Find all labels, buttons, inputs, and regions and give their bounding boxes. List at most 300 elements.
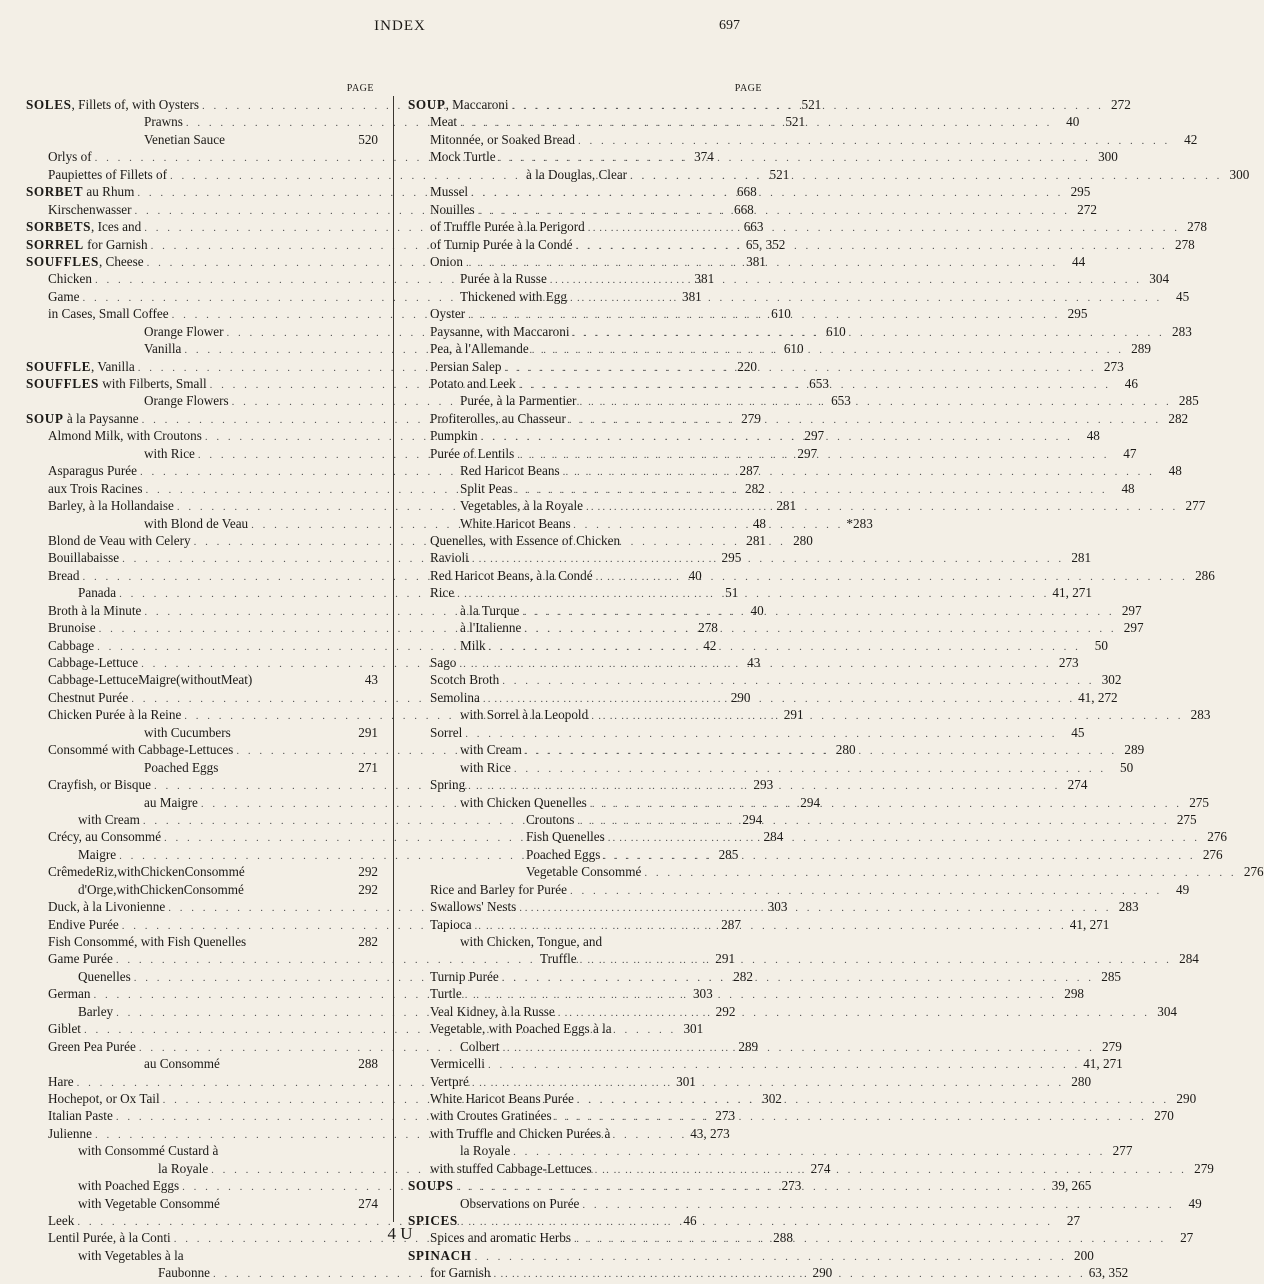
index-entry <box>26 881 378 898</box>
entry-text: Quenelles, with Essence of Chicken <box>430 532 621 548</box>
entry-page-number: 285 <box>1178 393 1199 409</box>
dot-leader <box>456 656 1054 673</box>
entry-page-number: 220 <box>737 358 757 374</box>
entry-text: SORREL for Garnish <box>26 236 148 252</box>
dot-leader <box>592 1162 1190 1179</box>
entry-text: Brunoise <box>48 620 96 636</box>
dot-leader <box>605 830 1203 847</box>
entry-page-number: 200 <box>1074 1247 1094 1263</box>
entry-text: d'Orge,withChickenConsommé <box>78 881 244 897</box>
entry-text: Fish Consommé, with Fish Quenelles <box>48 934 247 949</box>
entry-text: Thickened with Egg <box>460 288 567 304</box>
dot-leader <box>588 708 1186 725</box>
entry-text: Rice and Barley for Purée <box>430 881 567 897</box>
entry-text: SPICES <box>408 1213 458 1228</box>
index-entry <box>408 1003 1178 1020</box>
entry-page-number: 301 <box>676 1073 696 1089</box>
entry-page-number: 279 <box>1102 1038 1122 1054</box>
index-entry <box>408 671 1122 688</box>
dot-leader <box>570 325 1168 342</box>
entry-text: Leek <box>48 1213 75 1228</box>
entry-page-number: 290 <box>730 689 751 705</box>
entry-text: Purée à la Russe <box>460 271 547 287</box>
entry-text: with Vegetables à la <box>78 1247 184 1263</box>
entry-text: Turnip Purée <box>430 968 499 984</box>
entry-page-number: 610 <box>783 341 804 357</box>
entry-page-number: 663 <box>743 219 764 235</box>
entry-text: Poached Eggs <box>526 846 601 862</box>
entry-text: with Sorrel à la Leopold <box>460 707 589 723</box>
entry-text: Orlys of <box>48 149 92 165</box>
entry-text: with Poached Eggs <box>78 1178 180 1194</box>
index-entry <box>408 654 1079 671</box>
dot-leader <box>574 813 1172 830</box>
entry-text: Paysanne, with Maccaroni <box>430 323 570 339</box>
entry-text: Cabbage <box>48 637 95 653</box>
entry-page-number: 276 <box>1243 864 1264 880</box>
entry-text: Bread <box>48 567 80 583</box>
index-entry <box>408 619 1144 636</box>
entry-text: with stuffed Cabbage-Lettuces <box>430 1160 592 1176</box>
entry-text: Asparagus Purée <box>48 463 137 479</box>
entry-page-number: 39, 265 <box>1051 1178 1092 1194</box>
index-entry <box>408 846 1223 863</box>
entry-text: Vegetable, with Poached Eggs à la <box>430 1021 612 1037</box>
entry-page-number: 289 <box>1131 341 1151 357</box>
entry-page-number: 295 <box>1067 306 1088 322</box>
entry-text: German <box>48 986 91 1002</box>
entry-text: Split Peas <box>460 480 513 496</box>
entry-page-number: 297 <box>804 428 825 444</box>
entry-text: Vegetables, à la Royale <box>460 498 584 514</box>
entry-text: Pumpkin <box>430 428 478 444</box>
entry-text: Red Haricot Beans <box>460 463 560 479</box>
dot-leader <box>560 464 1158 481</box>
entry-text: Italian Paste <box>48 1108 113 1124</box>
index-entry <box>408 1038 1122 1055</box>
index-entry <box>408 881 1190 898</box>
index-entry <box>408 532 766 549</box>
entry-page-number: 274 <box>1067 777 1088 793</box>
entry-page-number: 292 <box>358 864 378 880</box>
dot-leader <box>510 1144 1108 1161</box>
index-entry <box>408 480 1135 497</box>
entry-text: à la Turque <box>460 602 520 618</box>
entry-text: Hochepot, or Ox Tail <box>48 1090 160 1106</box>
entry-page-number: 272 <box>1111 97 1131 112</box>
index-entry <box>408 148 1118 165</box>
entry-page-number: 381 <box>746 253 766 269</box>
index-entry <box>408 236 1195 253</box>
entry-page-number: 49 <box>1188 1195 1202 1211</box>
entry-page-number: 273 <box>1103 358 1124 374</box>
dot-leader <box>468 185 1066 202</box>
entry-text: Broth à la Minute <box>48 602 142 618</box>
index-entry <box>408 584 1092 601</box>
entry-page-number: 50 <box>1119 759 1134 775</box>
entry-page-number: 610 <box>771 306 791 322</box>
entry-text: Quenelles <box>78 968 131 984</box>
index-entry <box>26 1055 378 1072</box>
entry-page-number: 27 <box>1066 1213 1081 1228</box>
entry-text: Pea, à l'Allemande <box>430 341 529 357</box>
entry-text: Swallows' Nests <box>430 899 517 915</box>
entry-text: Consommé with Cabbage-Lettuces <box>48 742 234 758</box>
entry-page-number: 275 <box>1176 811 1197 827</box>
entry-page-number: 40 <box>1066 114 1080 130</box>
dot-leader <box>501 360 1099 377</box>
dot-leader <box>574 1092 1172 1109</box>
index-entry <box>408 811 1197 828</box>
entry-text: Vanilla <box>144 341 182 357</box>
dot-leader <box>555 1005 1153 1022</box>
dot-leader <box>500 1040 1098 1057</box>
entry-page-number: 653 <box>831 393 851 409</box>
entry-page-number: 295 <box>721 550 742 566</box>
entry-text: Panada <box>78 585 117 601</box>
entry-page-number: 42 <box>703 637 717 653</box>
entry-text: Crayfish, or Bisque <box>48 777 151 793</box>
entry-text: Scotch Broth <box>430 672 500 688</box>
entry-page-number: 300 <box>1098 149 1118 165</box>
index-entry <box>408 1020 766 1037</box>
entry-text: with Blond de Veau <box>144 515 249 531</box>
entry-text: Vermicelli <box>430 1056 485 1072</box>
index-entry <box>26 759 378 776</box>
entry-page-number: 45 <box>1071 724 1085 740</box>
entry-page-number: 288 <box>358 1056 378 1072</box>
entry-text: SOUFFLE, Vanilla <box>26 358 135 374</box>
entry-text: Blond de Veau with Celery <box>48 532 191 548</box>
dot-leader <box>509 98 1107 115</box>
entry-page-number: 273 <box>715 1108 736 1124</box>
index-entry <box>26 1195 378 1212</box>
entry-page-number: 279 <box>741 410 761 426</box>
entry-text: Milk <box>460 637 486 653</box>
index-entry <box>26 1142 378 1159</box>
entry-page-number: 291 <box>783 707 804 723</box>
entry-page-number: 287 <box>739 463 760 479</box>
dot-leader <box>514 447 1112 464</box>
entry-page-number: *283 <box>846 515 873 531</box>
entry-text: Croutons <box>526 811 575 827</box>
index-entry <box>408 916 1110 933</box>
entry-page-number: 291 <box>358 724 378 740</box>
entry-text: Tapioca <box>430 916 472 932</box>
index-entry <box>408 1125 766 1142</box>
entry-text: Duck, à la Livonienne <box>48 899 166 915</box>
entry-page-number: 295 <box>1070 184 1091 200</box>
entry-text: Spring <box>430 777 466 793</box>
entry-text: Hare <box>48 1073 74 1089</box>
entry-page-number: 381 <box>694 271 715 287</box>
entry-text: Chicken Purée à la Reine <box>48 707 182 723</box>
entry-text: Paupiettes of Fillets of <box>48 166 168 182</box>
entry-text: SPINACH <box>408 1247 472 1263</box>
entry-page-number: 275 <box>1189 794 1209 810</box>
entry-page-number: 520 <box>358 131 378 147</box>
entry-text: Game <box>48 288 80 304</box>
dot-leader <box>627 168 1225 185</box>
entry-page-number: 271 <box>358 759 378 775</box>
entry-page-number: 286 <box>1195 567 1215 583</box>
entry-page-number: 27 <box>1180 1230 1194 1246</box>
dot-leader <box>587 796 1185 813</box>
entry-page-number: 270 <box>1154 1108 1174 1124</box>
entry-text: SORBET au Rhum <box>26 184 135 200</box>
dot-leader <box>522 743 1120 760</box>
index-entry <box>408 549 1092 566</box>
entry-page-number: 279 <box>1194 1160 1214 1176</box>
entry-page-number: 46 <box>1124 376 1138 391</box>
entry-text: SORBETS, Ices and <box>26 219 142 235</box>
entry-text: Nouilles <box>430 201 475 217</box>
entry-text: Faubonne <box>158 1265 211 1281</box>
page-number: 697 <box>719 18 740 33</box>
index-entry <box>26 1247 378 1264</box>
entry-page-number: 63, 352 <box>1088 1265 1129 1281</box>
entry-page-number: 304 <box>1149 271 1170 287</box>
entry-page-number: 281 <box>746 532 766 548</box>
entry-text: à l'Italienne <box>460 620 522 636</box>
dot-leader <box>567 883 1165 900</box>
entry-page-number: 51 <box>725 585 739 601</box>
entry-page-number: 47 <box>1123 445 1137 461</box>
entry-page-number: 294 <box>800 794 821 810</box>
entry-page-number: 302 <box>1101 672 1122 688</box>
index-entry <box>408 288 1190 305</box>
entry-text: with Cream <box>460 742 522 758</box>
column-divider <box>393 96 394 1222</box>
entry-text: Kirschenwasser <box>48 201 132 217</box>
index-entry <box>408 776 1088 793</box>
entry-text: SOUP, Maccaroni <box>408 97 509 112</box>
index-entry <box>408 863 1264 880</box>
entry-text: Almond Milk, with Croutons <box>48 428 202 444</box>
entry-page-number: 282 <box>744 480 765 496</box>
entry-page-number: 289 <box>1124 742 1145 758</box>
entry-text: with Cucumbers <box>144 724 231 740</box>
entry-text: Chicken <box>48 271 92 287</box>
entry-text: Maigre <box>78 846 117 862</box>
entry-text: with Consommé Custard à <box>78 1143 219 1159</box>
entry-text: of Turnip Purée à la Condé <box>430 236 573 252</box>
entry-page-number: 43 <box>364 672 378 688</box>
entry-page-number: 284 <box>763 829 784 845</box>
entry-page-number: 273 <box>1058 655 1079 670</box>
index-entry <box>408 1073 1092 1090</box>
entry-page-number: 293 <box>753 777 774 793</box>
entry-text: with Chicken Quenelles <box>460 794 587 810</box>
dot-leader <box>529 342 1127 359</box>
entry-page-number: 297 <box>1123 620 1144 636</box>
entry-page-number: 285 <box>1101 968 1122 984</box>
index-entry <box>408 462 1182 479</box>
dot-leader <box>516 900 1114 917</box>
entry-text: Mussel <box>430 184 469 200</box>
dot-leader <box>486 639 1084 656</box>
entry-text: Lentil Purée, à la Conti <box>48 1230 171 1246</box>
entry-text: Poached Eggs <box>144 759 219 775</box>
index-entry <box>408 968 1122 985</box>
entry-page-number: 277 <box>1112 1143 1133 1159</box>
index-entry <box>408 131 1198 148</box>
entry-text: Mitonnée, or Soaked Bread <box>430 131 576 147</box>
entry-page-number: 42 <box>1184 131 1198 147</box>
entry-page-number: 41, 271 <box>1069 916 1110 932</box>
entry-text: Mock Turtle <box>430 149 496 165</box>
entry-page-number: 285 <box>718 846 739 862</box>
entry-page-number: 43, 273 <box>690 1125 730 1141</box>
entry-page-number: 48 <box>1168 463 1182 479</box>
entry-text: of Truffle Purée à la Perigord <box>430 219 585 235</box>
entry-page-number: 302 <box>762 1090 782 1106</box>
index-entry <box>408 358 1124 375</box>
entry-text: Vegetable Consommé <box>526 864 642 880</box>
index-entry <box>408 933 766 950</box>
entry-text: Meat <box>430 114 458 130</box>
dot-leader <box>641 865 1239 882</box>
dot-leader <box>521 621 1119 638</box>
entry-text: SOLES, Fillets of, with Oysters <box>26 97 200 112</box>
entry-text: with Croutes Gratinées <box>430 1108 552 1124</box>
index-entry <box>408 1107 1174 1124</box>
page-header <box>0 18 800 40</box>
entry-page-number: 300 <box>1229 166 1250 182</box>
entry-text: with Rice <box>144 445 195 461</box>
entry-page-number: 287 <box>721 916 741 932</box>
entry-text: Colbert <box>460 1038 500 1054</box>
index-entry <box>408 1247 1094 1264</box>
entry-page-number: 282 <box>358 934 378 949</box>
entry-text: Orange Flower <box>144 323 224 339</box>
entry-text: Orange Flowers <box>144 393 229 409</box>
signature-mark: 4 U <box>387 1224 413 1243</box>
entry-page-number: 303 <box>767 899 788 915</box>
entry-page-number: 298 <box>1064 986 1085 1002</box>
entry-page-number: 48 <box>1121 480 1135 496</box>
entry-text: Cabbage-LettuceMaigre(withoutMeat) <box>48 672 253 688</box>
entry-text: White Haricot Beans <box>460 515 571 531</box>
entry-page-number: 280 <box>793 532 813 548</box>
entry-page-number: 653 <box>809 376 829 391</box>
entry-text: Game Purée <box>48 951 113 967</box>
entry-text: la Royale <box>460 1143 511 1159</box>
page-column-label: PAGE <box>346 83 374 94</box>
entry-page-number: 301 <box>683 1021 704 1037</box>
dot-leader <box>577 952 1175 969</box>
dot-leader <box>478 429 1076 446</box>
entry-page-number: 290 <box>812 1265 833 1281</box>
dot-leader <box>583 499 1181 516</box>
entry-page-number: 48 <box>1086 428 1100 444</box>
index-entry <box>408 759 1134 776</box>
entry-text: Profiterolles, au Chasseur <box>430 410 566 426</box>
dot-leader <box>454 586 1052 603</box>
entry-text: with Chicken, Tongue, and <box>460 934 603 949</box>
entry-text: Rice <box>430 585 455 601</box>
entry-text: aux Trois Racines <box>48 480 143 496</box>
index-entry <box>408 410 1189 427</box>
entry-page-number: 41, 271 <box>1052 585 1092 601</box>
entry-text: with Truffle and Chicken Purées à <box>430 1125 611 1141</box>
entry-text: Chestnut Purée <box>48 689 129 705</box>
entry-text: au Consommé <box>144 1056 220 1072</box>
entry-text: Spices and aromatic Herbs <box>430 1230 571 1246</box>
entry-text: Prawns <box>144 114 183 130</box>
dot-leader <box>547 272 1145 289</box>
entry-text: Red Haricot Beans, à la Condé <box>430 567 593 583</box>
entry-text: with Vegetable Consommé <box>78 1195 220 1211</box>
index-entry <box>408 985 1085 1002</box>
entry-page-number: 374 <box>694 149 714 165</box>
entry-text: Barley <box>78 1003 114 1019</box>
entry-page-number: 280 <box>1071 1073 1092 1089</box>
index-entry <box>408 270 1170 287</box>
entry-text: Giblet <box>48 1021 81 1037</box>
index-entry <box>408 183 1091 200</box>
entry-text: Persian Salep <box>430 358 502 374</box>
dot-leader <box>472 1249 1070 1266</box>
entry-page-number: 291 <box>715 951 736 967</box>
entry-page-number: 282 <box>733 968 753 984</box>
index-entry <box>408 515 766 532</box>
entry-page-number: 292 <box>715 1003 736 1019</box>
entry-page-number: 274 <box>358 1195 378 1211</box>
entry-page-number: 65, 352 <box>745 236 786 252</box>
entry-page-number: 297 <box>1121 602 1142 618</box>
dot-leader <box>485 1057 1083 1074</box>
entry-page-number: 46 <box>683 1213 697 1228</box>
entry-page-number: 288 <box>773 1230 793 1246</box>
index-entry <box>408 253 1086 270</box>
entry-page-number: 43 <box>747 655 761 670</box>
entry-text: Onion <box>430 253 463 269</box>
entry-page-number: 45 <box>1176 288 1190 304</box>
entry-page-number: 41, 271 <box>1083 1056 1123 1072</box>
entry-page-number: 521 <box>785 114 806 130</box>
dot-leader <box>463 255 1061 272</box>
entry-text: Potato and Leek <box>430 376 516 391</box>
index-entry <box>26 724 378 741</box>
index-title: INDEX <box>374 18 426 34</box>
entry-page-number: 304 <box>1157 1003 1178 1019</box>
index-entry <box>26 863 378 880</box>
dot-leader <box>516 377 1114 394</box>
entry-text: Barley, à la Hollandaise <box>48 498 174 514</box>
index-entry <box>408 724 1085 741</box>
dot-leader <box>490 1266 1088 1283</box>
dot-leader <box>585 220 1183 237</box>
dot-leader <box>511 761 1109 778</box>
entry-page-number: 303 <box>692 986 713 1002</box>
entry-page-number: 277 <box>1185 498 1206 514</box>
dot-leader <box>499 970 1097 987</box>
entry-page-number: 274 <box>810 1160 831 1176</box>
entry-page-number: 280 <box>835 742 856 758</box>
index-entry <box>26 933 378 950</box>
entry-page-number: 281 <box>1071 550 1092 566</box>
entry-text: with Cream <box>78 811 140 827</box>
entry-text: SOUPS <box>408 1178 454 1194</box>
entry-page-number: 48 <box>752 515 766 531</box>
entry-text: Sorrel <box>430 724 463 740</box>
entry-text: Purée, à la Parmentier <box>460 393 577 409</box>
page-column-label: PAGE <box>734 83 762 94</box>
dot-leader <box>519 604 1117 621</box>
entry-page-number: 668 <box>736 184 757 200</box>
index-entry <box>408 1055 1123 1072</box>
